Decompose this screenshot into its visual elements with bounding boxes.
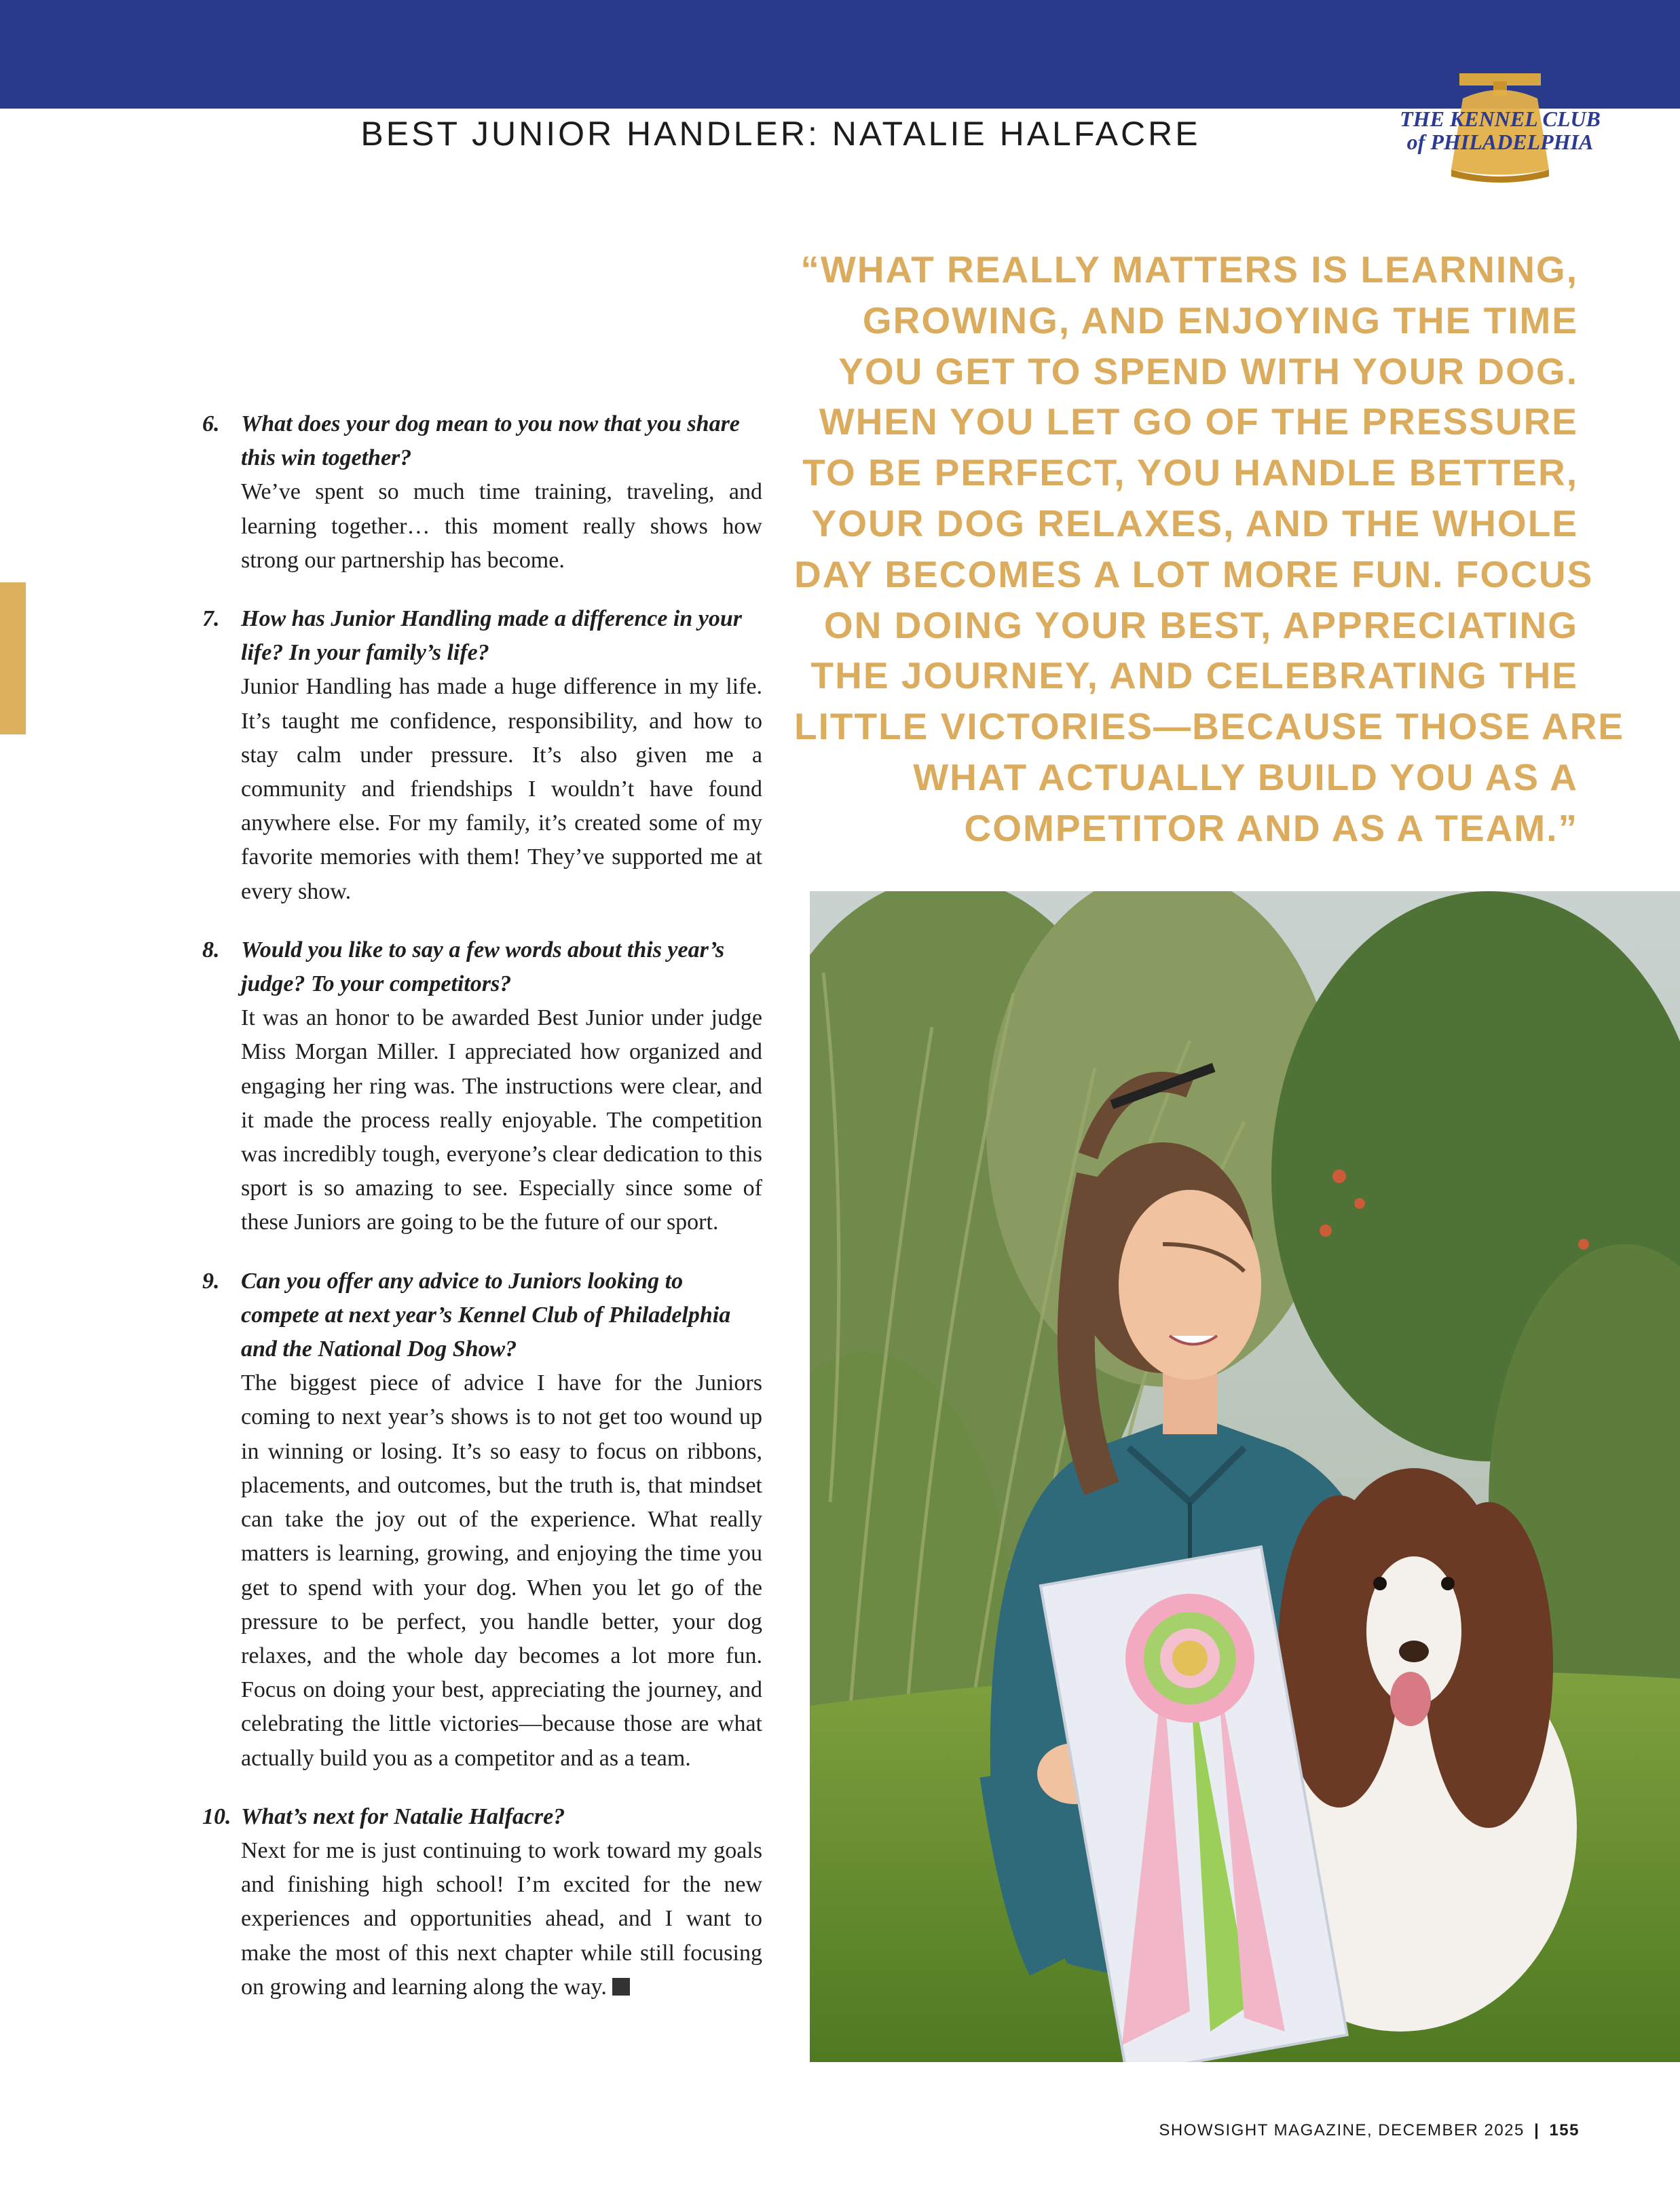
- question-text: What does your dog mean to you now that you share this win together?: [241, 411, 740, 471]
- question-text: What’s next for Natalie Halfacre?: [241, 1803, 565, 1829]
- answer-text: The biggest piece of advice I have for the Juniors coming to next year’s shows is to not get too wound up in winning or losing. It’s so easy to focus on ribbons, placements, and outcomes, but the truth is, that mindset can take the joy out of the experience. What really matters is learning, growing, and enjoying the time you get to spend with your dog. When you let go of the pressure to be perfect, you handle better, your dog relaxes, and the whole day becomes a lot more fun. Focus on doing your best, appreciating the journey, and celebrating the little victories—because those are what actually build you as a competitor and as a team.: [241, 1370, 762, 1771]
- pull-quote-line: TO BE PERFECT, YOU HANDLE BETTER,: [802, 451, 1578, 494]
- qa-item: [202, 1265, 762, 1776]
- pull-quote-line: COMPETITOR AND AS A TEAM.”: [964, 806, 1578, 849]
- pull-quote-line: THE JOURNEY, AND CELEBRATING THE: [810, 654, 1578, 697]
- qa-column: [202, 407, 762, 2029]
- qa-item: [202, 1800, 762, 2004]
- question-number: 7.: [202, 606, 220, 632]
- handler-with-dog-photo: [810, 891, 1680, 2062]
- photo-illustration: [810, 891, 1680, 2062]
- pull-quote-line: “WHAT REALLY MATTERS IS LEARNING,: [800, 248, 1578, 291]
- pull-quote-line: DAY BECOMES A LOT MORE FUN. FOCUS: [794, 553, 1594, 595]
- qa-item: [202, 602, 762, 909]
- answer-text: We’ve spent so much time training, traveling, and learning together… this moment really shows how strong our partnership has become.: [241, 479, 762, 573]
- question-text: How has Junior Handling made a difference in your life? In your family’s life?: [241, 606, 743, 666]
- question-number: 9.: [202, 1268, 220, 1294]
- qa-item: [202, 407, 762, 578]
- pull-quote-line: YOU GET TO SPEND WITH YOUR DOG.: [838, 350, 1578, 392]
- end-mark-icon: [612, 1978, 630, 1996]
- pull-quote-line: GROWING, AND ENJOYING THE TIME: [862, 299, 1578, 341]
- kennel-club-logo: [1398, 68, 1602, 187]
- logo-line-2: of PHILADELPHIA: [1406, 130, 1594, 154]
- pull-quote-line: YOUR DOG RELAXES, AND THE WHOLE: [811, 502, 1578, 544]
- question-number: 8.: [202, 937, 220, 962]
- pull-quote-line: ON DOING YOUR BEST, APPRECIATING: [823, 603, 1578, 646]
- question-number: 10.: [202, 1803, 231, 1829]
- pull-quote-line: WHEN YOU LET GO OF THE PRESSURE: [819, 400, 1578, 443]
- answer-text: It was an honor to be awarded Best Junior under judge Miss Morgan Miller. I appreciated how organized and engaging her ring was. The instructions were clear, and it made the process really enjoyable. The competition was incredibly tough, everyone’s clear dedication to this sport is so amazing to see. Especially since some of these Juniors are going to be the future of our sport.: [241, 1005, 762, 1235]
- logo-line-1: THE KENNEL CLUB: [1400, 107, 1601, 131]
- answer-text: Junior Handling has made a huge difference in my life. It’s taught me confidence, responsibility, and how to stay calm under pressure. It’s also given me a community and friendships I wouldn’t have found anywhere else. For my family, it’s created some of my favorite memories with them! They’ve supported me at every show.: [241, 674, 762, 904]
- question-number: 6.: [202, 411, 220, 436]
- answer-text: [241, 1834, 762, 2004]
- footer-separator: |: [1534, 2121, 1540, 2139]
- page-title: BEST JUNIOR HANDLER: NATALIE HALFACRE: [360, 115, 1201, 153]
- pull-quote-line: WHAT ACTUALLY BUILD YOU AS A: [913, 755, 1578, 798]
- page-footer: [1159, 2121, 1580, 2140]
- question-text: Would you like to say a few words about this year’s judge? To your competitors?: [241, 937, 725, 997]
- page-number: 155: [1549, 2121, 1580, 2139]
- side-accent-tab: [0, 582, 26, 734]
- pull-quote: [794, 244, 1625, 854]
- answer-body: Next for me is just continuing to work toward my goals and finishing high school! I’m excited for the new experiences and opportunities ahead, and I want to make the most of this next chapter while still focusing on growing and learning along the way.: [241, 1837, 762, 2000]
- magazine-issue: SHOWSIGHT MAGAZINE, DECEMBER 2025: [1159, 2121, 1525, 2139]
- qa-item: [202, 933, 762, 1240]
- pull-quote-line: LITTLE VICTORIES—BECAUSE THOSE ARE: [794, 705, 1625, 748]
- question-text: Can you offer any advice to Juniors looking to compete at next year’s Kennel Club of Philadelphia and the National Dog Show?: [241, 1268, 731, 1362]
